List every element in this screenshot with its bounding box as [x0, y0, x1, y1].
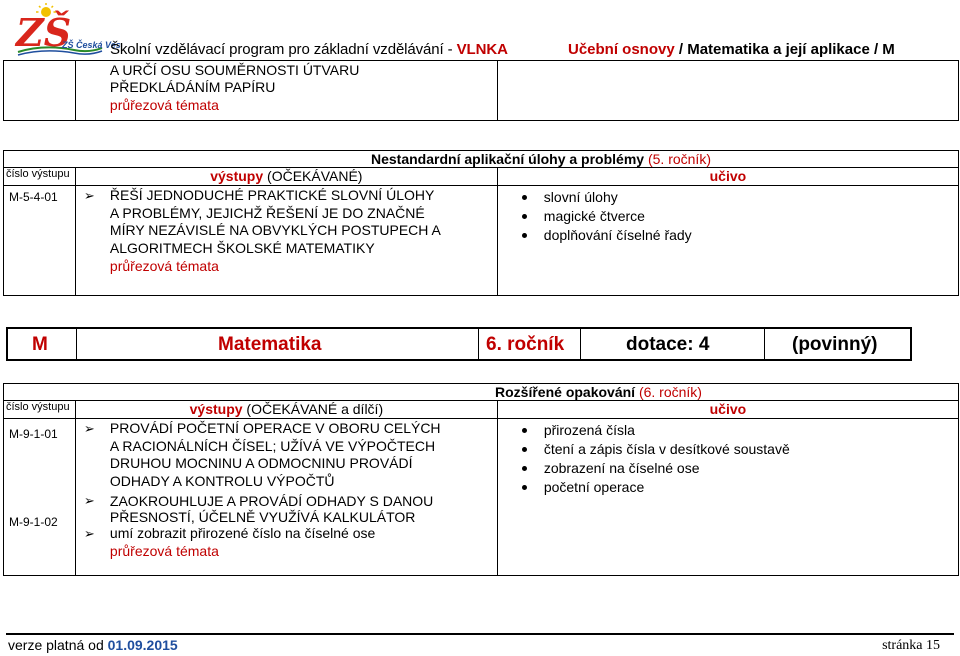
output-item: ➢ umí zobrazit přirozené číslo na číselné ose	[84, 525, 464, 542]
cross-topics-label: průřezová témata	[109, 258, 219, 274]
curriculum-item: čtení a zápis čísla v desítkové soustavě	[518, 440, 958, 459]
curriculum-item: magické čtverce	[518, 207, 958, 226]
cross-topics-label: průřezová témata	[109, 543, 219, 560]
continued-outputs-table	[3, 60, 959, 121]
output-number: M-9-1-01	[9, 427, 58, 441]
subject-hours: dotace: 4	[626, 334, 710, 355]
column-header-curriculum: učivo	[497, 401, 958, 419]
cross-topics-label: průřezová témata	[109, 97, 219, 113]
curriculum-item: slovní úlohy	[518, 188, 958, 207]
output-number: M-9-1-02	[9, 515, 58, 529]
curriculum-item: početní operace	[518, 478, 958, 497]
output-item: ➢ ŘEŠÍ JEDNODUCHÉ PRAKTICKÉ SLOVNÍ ÚLOHY A PROBLÉMY, JEJICHŽ ŘEŠENÍ JE DO ZNAČNÉ MÍRY NEZÁVISLÉ NA OBVYKLÝCH POSTUPECH A ALGORITMECH ŠKOLSKÉ MATEMATIKY	[84, 187, 444, 257]
output-number: M-5-4-01	[4, 186, 76, 296]
subject-code: M	[32, 334, 48, 355]
curriculum-item: zobrazení na číselné ose	[518, 459, 958, 478]
footer-page-number: stránka 15	[882, 638, 940, 653]
output-item: ➢ ZAOKROUHLUJE A PROVÁDÍ ODHADY S DANOU PŘESNOSTÍ, ÚČELNĚ VYUŽÍVÁ KALKULÁTOR	[84, 493, 444, 525]
column-header-number: číslo výstupu	[4, 168, 76, 186]
page-header	[0, 0, 960, 60]
continued-output-line-2: PŘEDKLÁDÁNÍM PAPÍRU	[109, 79, 276, 95]
curriculum-list	[498, 186, 958, 245]
column-header-number: číslo výstupu	[4, 401, 76, 419]
footer-version: verze platná od 01.09.2015	[8, 637, 178, 653]
continued-output-line-1: A URČÍ OSU SOUMĚRNOSTI ÚTVARU	[109, 62, 360, 78]
subject-bar	[6, 327, 912, 361]
footer-divider	[6, 633, 954, 635]
header-section-title: Učební osnovy / Matematika a její aplikace / M	[568, 41, 895, 58]
grade6-review-table	[3, 383, 959, 576]
curriculum-item: doplňování číselné řady	[518, 226, 958, 245]
column-header-outputs: výstupy (OČEKÁVANÉ)	[75, 168, 497, 186]
curriculum-list	[498, 419, 958, 497]
svg-text:ZŠ: ZŠ	[16, 10, 72, 55]
subject-grade: 6. ročník	[486, 334, 565, 355]
column-header-curriculum: učivo	[497, 168, 958, 186]
school-logo	[14, 2, 121, 58]
subject-name: Matematika	[218, 334, 322, 355]
curriculum-item: přirozená čísla	[518, 421, 958, 440]
block-title: Rozšířené opakování (6. ročník)	[4, 384, 959, 401]
header-program-title: Školní vzdělávací program pro základní vzdělávání - VLNKA	[110, 41, 508, 58]
svg-text:ZŠ Česká Ves: ZŠ Česká Ves	[62, 40, 121, 50]
block-title: Nestandardní aplikační úlohy a problémy (5. ročník)	[4, 151, 959, 168]
subject-type: (povinný)	[792, 334, 878, 355]
output-item: ➢ PROVÁDÍ POČETNÍ OPERACE V OBORU CELÝCH A RACIONÁLNÍCH ČÍSEL; UŽÍVÁ VE VÝPOČTECH DRUHOU MOCNINU A ODMOCNINU PROVÁDÍ ODHADY A KONTROLU VÝPOČTŮ	[84, 420, 444, 490]
grade5-nonstandard-table	[3, 150, 959, 296]
column-header-outputs: výstupy (OČEKÁVANÉ a dílčí)	[75, 401, 497, 419]
